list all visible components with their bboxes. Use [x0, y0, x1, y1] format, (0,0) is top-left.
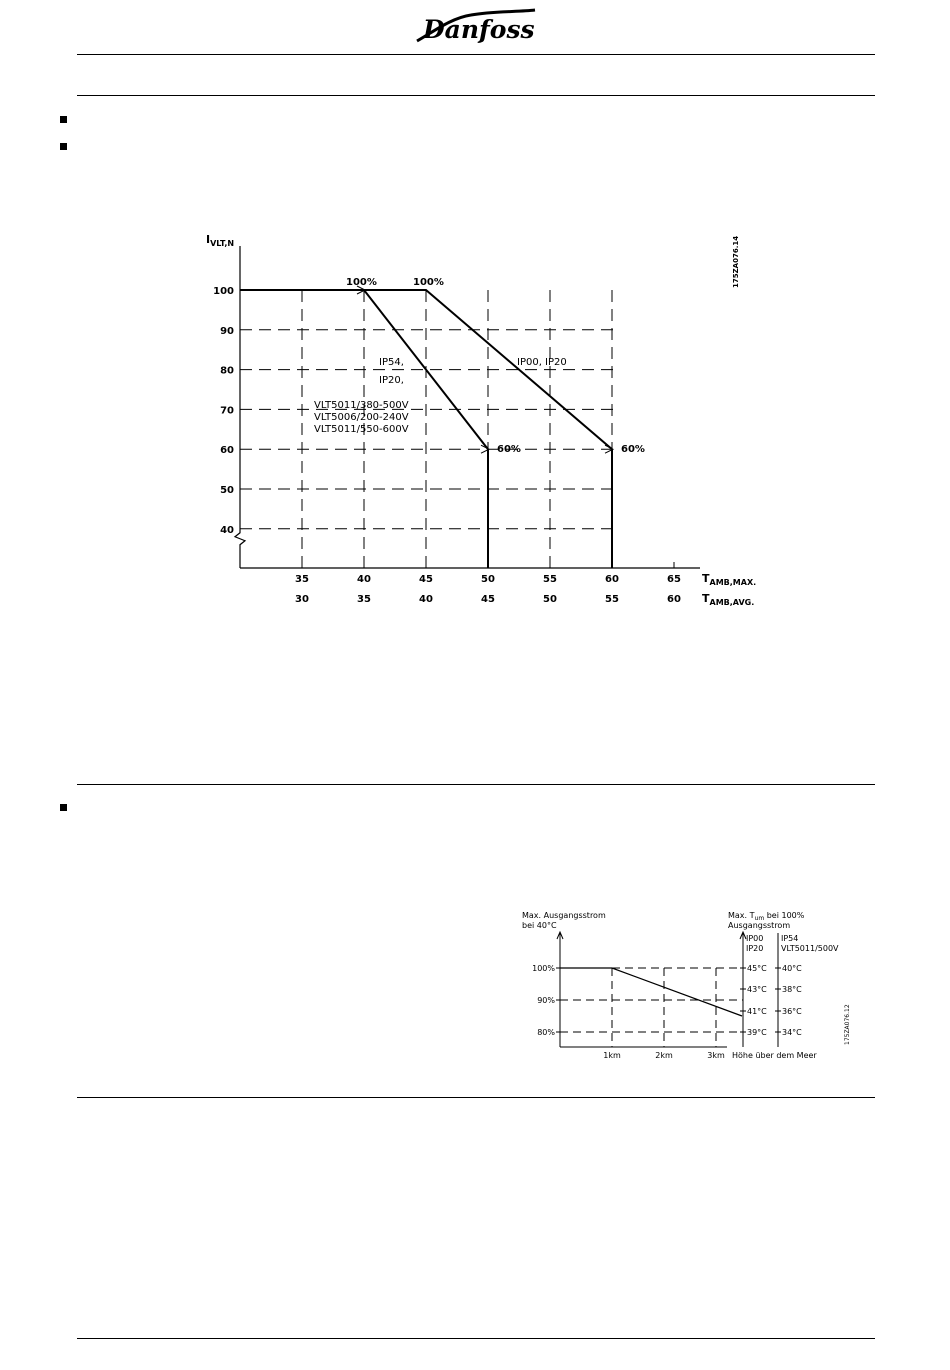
chart1-labels	[213, 286, 681, 605]
x-tick-avg-60: 60	[667, 594, 681, 605]
section-bullet-1	[60, 116, 67, 123]
label-vlt-3: VLT5011/550-600V	[314, 424, 409, 435]
col1-value-3: 39°C	[747, 1028, 767, 1037]
series-line-altitude	[560, 968, 742, 1016]
x-tick-label-2: 2km	[655, 1051, 673, 1060]
footer-rule	[77, 1338, 875, 1339]
section-rule-3	[77, 1097, 875, 1098]
label-ip20: IP20,	[379, 375, 404, 386]
col2-value-0: 40°C	[782, 964, 802, 973]
col2-value-2: 36°C	[782, 1007, 802, 1016]
x-axis-label-altitude: Höhe über dem Meer	[732, 1051, 817, 1060]
col1-value-0: 45°C	[747, 964, 767, 973]
col1-head-1: IP00	[746, 934, 764, 943]
derating-chart-altitude	[515, 905, 860, 1070]
x-axis-label-max: $T_{AMB,MAX.}$	[702, 572, 757, 587]
title-right-2: Ausgangsstrom	[728, 921, 791, 930]
label-ip54: IP54,	[379, 357, 404, 368]
doc-code-1: 175ZA076.14	[732, 235, 740, 288]
x-axis-label-avg: $T_{AMB,AVG.}$	[702, 592, 755, 607]
col2-head-1: IP54	[781, 934, 799, 943]
x-tick-max-35: 35	[295, 574, 309, 585]
y-tick-label-80: 80	[220, 365, 234, 377]
chart1-axes	[235, 246, 700, 568]
y-tick-label-100: 100%	[532, 964, 555, 973]
header-rule	[77, 54, 875, 55]
y-axis-label: $I_{VLT,N}$	[206, 233, 235, 248]
title-left-2: bei 40°C	[522, 921, 557, 930]
x-tick-max-65: 65	[667, 574, 681, 585]
label-vlt-2: VLT5006/200-240V	[314, 412, 409, 423]
y-tick-label-70: 70	[220, 405, 234, 417]
col2-head-2: VLT5011/500V	[781, 944, 839, 953]
x-tick-avg-40: 40	[419, 594, 433, 605]
col1-value-1: 43°C	[747, 985, 767, 994]
col2-value-1: 38°C	[782, 985, 802, 994]
section-bullet-2	[60, 143, 67, 150]
x-tick-max-60: 60	[605, 574, 619, 585]
derating-chart-temperature	[195, 230, 765, 610]
x-tick-avg-45: 45	[481, 594, 495, 605]
doc-code-2: 175ZA076.12	[844, 1004, 851, 1045]
y-tick-label-40: 40	[220, 524, 234, 536]
label-60-b: 60%	[621, 444, 645, 455]
x-tick-avg-50: 50	[543, 594, 557, 605]
section-rule-1	[77, 95, 875, 96]
y-tick-label-90: 90	[220, 325, 234, 337]
y-tick-label-60: 60	[220, 445, 234, 457]
x-tick-max-40: 40	[357, 574, 371, 585]
section-bullet-3	[60, 804, 67, 811]
brand-name: Danfoss	[423, 15, 535, 44]
x-tick-max-50: 50	[481, 574, 495, 585]
x-tick-label-1: 1km	[603, 1051, 621, 1060]
x-tick-max-55: 55	[543, 574, 557, 585]
title-left-1: Max. Ausgangsstrom	[522, 911, 606, 920]
label-100-b: 100%	[413, 277, 444, 288]
label-ip00-ip20: IP00, IP20	[517, 357, 567, 368]
x-tick-max-45: 45	[419, 574, 433, 585]
col1-value-2: 41°C	[747, 1007, 767, 1016]
title-right-1: Max. $T_{um}$ bei 100%	[728, 911, 805, 922]
label-60-a: 60%	[497, 444, 521, 455]
danfoss-logo	[413, 6, 538, 48]
y-tick-label-50: 50	[220, 485, 234, 496]
x-tick-label-3: 3km	[707, 1051, 725, 1060]
x-tick-avg-55: 55	[605, 594, 619, 605]
y-tick-label-80: 80%	[537, 1028, 555, 1037]
col1-head-2: IP20	[746, 944, 764, 953]
x-tick-avg-35: 35	[357, 594, 371, 605]
label-100-a: 100%	[346, 277, 377, 288]
chart2-labels	[532, 964, 802, 1060]
y-tick-label-100: 100	[213, 286, 234, 297]
chart2-grid	[560, 968, 743, 1047]
label-vlt-1: VLT5011/380-500V	[314, 400, 409, 411]
chart2-series	[560, 968, 742, 1016]
chart1-grid	[240, 290, 618, 568]
x-tick-avg-30: 30	[295, 594, 309, 605]
y-tick-label-90: 90%	[537, 996, 555, 1005]
section-rule-2	[77, 784, 875, 785]
col2-value-3: 34°C	[782, 1028, 802, 1037]
y-axis	[235, 246, 245, 568]
